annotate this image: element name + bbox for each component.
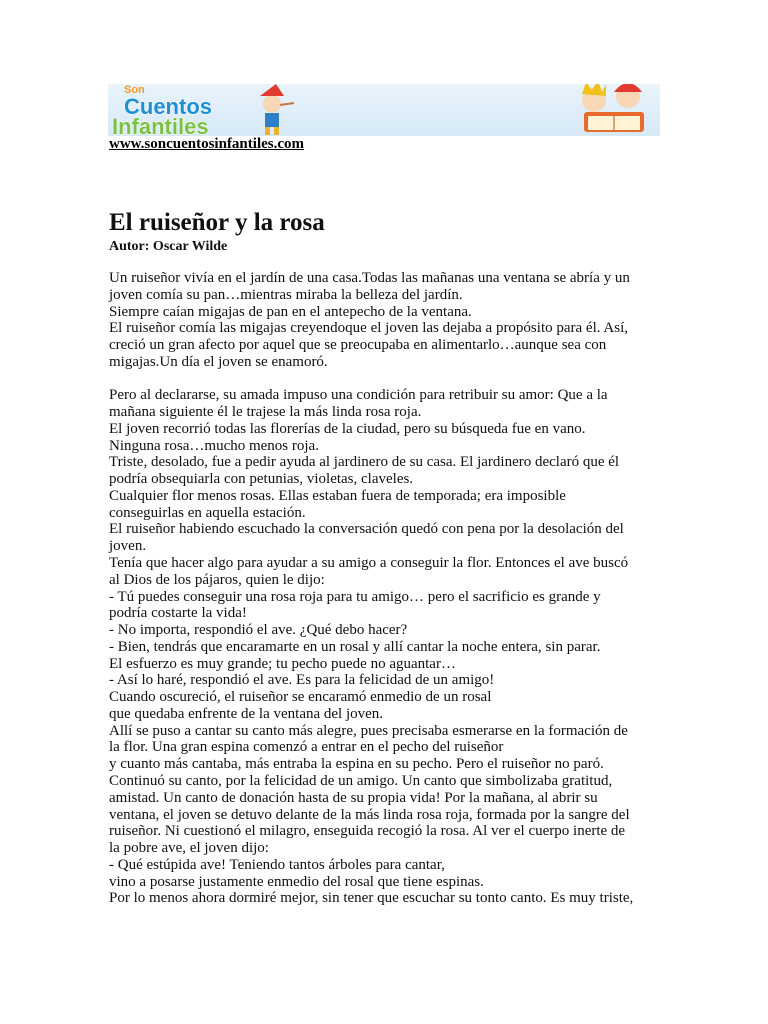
text-line: mañana siguiente él le trajese la más linda rosa roja. [109, 404, 422, 421]
text-line: Siempre caían migajas de pan en el antepecho de la ventana. [109, 303, 472, 320]
text-line: - Bien, tendrás que encaramarte en un rosal y allí cantar la noche entera, sin parar. [109, 638, 601, 655]
text-line: que quedaba enfrente de la ventana del joven. [109, 705, 384, 722]
story-title: El ruiseñor y la rosa [109, 209, 325, 236]
header-banner [108, 84, 660, 139]
text-line: ruiseñor. Ni cuestionó el milagro, enseguida recogió la rosa. Al ver el cuerpo inerte de [109, 823, 626, 840]
text-line: joven comía su pan…mientras miraba la belleza del jardín. [109, 286, 463, 303]
text-line: - No importa, respondió el ave. ¿Qué debo hacer? [109, 622, 408, 639]
text-line: El ruiseñor comía las migajas creyendoque el joven las dejaba a propósito para él. Así, [109, 320, 629, 337]
text-line: El esfuerzo es muy grande; tu pecho puede no aguantar… [109, 655, 456, 672]
text-line: podría costarte la vida! [109, 605, 247, 622]
text-line: Un ruiseñor vivía en el jardín de una casa.Todas las mañanas una ventana se abría y un [109, 270, 630, 286]
story-author: Autor: Oscar Wilde [109, 239, 228, 254]
text-line: Allí se puso a cantar su canto más alegre, pues precisaba esmerarse en la formación de [109, 722, 628, 739]
site-url-link[interactable]: www.soncuentosinfantiles.com [109, 136, 305, 152]
text-line: El joven recorrió todas las florerías de la ciudad, pero su búsqueda fue en vano. [109, 420, 586, 437]
kids-reading-icon [570, 84, 656, 136]
text-line: conseguirlas en aquella estación. [109, 504, 306, 521]
text-line: Cuando oscureció, el ruiseñor se encaramó enmedio de un rosal [109, 689, 492, 706]
text-line: Cualquier flor menos rosas. Ellas estaban fuera de temporada; era imposible [109, 487, 566, 504]
logo-word-cuentos: Cuentos [124, 94, 212, 119]
text-line: - Así lo haré, respondió el ave. Es para la felicidad de un amigo! [109, 672, 495, 689]
text-line: joven. [109, 538, 147, 555]
text-line: - Tú puedes conseguir una rosa roja para tu amigo… pero el sacrificio es grande y [109, 588, 601, 605]
site-logo[interactable] [108, 84, 308, 139]
text-line: El ruiseñor habiendo escuchado la conversación quedó con pena por la desolación del [109, 521, 624, 538]
text-line: y cuanto más cantaba, más entraba la espina en su pecho. Pero el ruiseñor no paró. [109, 756, 604, 773]
paragraph-gap [109, 371, 631, 388]
text-line: Triste, desolado, fue a pedir ayuda al jardinero de su casa. El jardinero declaró que él [109, 454, 620, 471]
text-line: Tenía que hacer algo para ayudar a su amigo a conseguir la flor. Entonces el ave buscó [109, 555, 629, 572]
text-line: Ninguna rosa…mucho menos roja. [109, 437, 319, 454]
text-line: ventana, el joven se detuvo delante de la más linda rosa roja, formada por la sangre del [109, 806, 630, 823]
text-line: creció un gran afecto por aquel que se preocupaba en alimentarlo…aunque sea con [109, 337, 607, 354]
text-line: podría obsequiarla con petunias, violetas, claveles. [109, 471, 414, 488]
text-line: migajas.Un día el joven se enamoró. [109, 353, 328, 370]
logo-word-infantiles: Infantiles [112, 114, 209, 139]
paragraph-1 [109, 270, 631, 371]
text-line: la flor. Una gran espina comenzó a entrar en el pecho del ruiseñor [109, 739, 504, 756]
text-line: Por lo menos ahora dormiré mejor, sin tener que escuchar su tonto canto. Es muy triste, [109, 890, 634, 907]
text-line: al Dios de los pájaros, quien le dijo: [109, 571, 325, 588]
text-line: Continuó su canto, por la felicidad de un amigo. Un canto que simbolizaba gratitud, [109, 772, 613, 789]
story-body [109, 270, 634, 907]
text-line: amistad. Un canto de donación hasta de su propia vida! Por la mañana, al abrir su [109, 789, 598, 806]
text-line: Pero al declararse, su amada impuso una condición para retribuir su amor: Que a la [109, 387, 608, 404]
text-line: - Qué estúpida ave! Teniendo tantos árboles para cantar, [109, 856, 445, 873]
pinocchio-icon [260, 84, 294, 135]
logo-small-word: Son [124, 84, 145, 96]
paragraph-2 [109, 387, 634, 907]
text-line: la pobre ave, el joven dijo: [109, 840, 269, 857]
text-line: vino a posarse justamente enmedio del rosal que tiene espinas. [109, 873, 484, 890]
